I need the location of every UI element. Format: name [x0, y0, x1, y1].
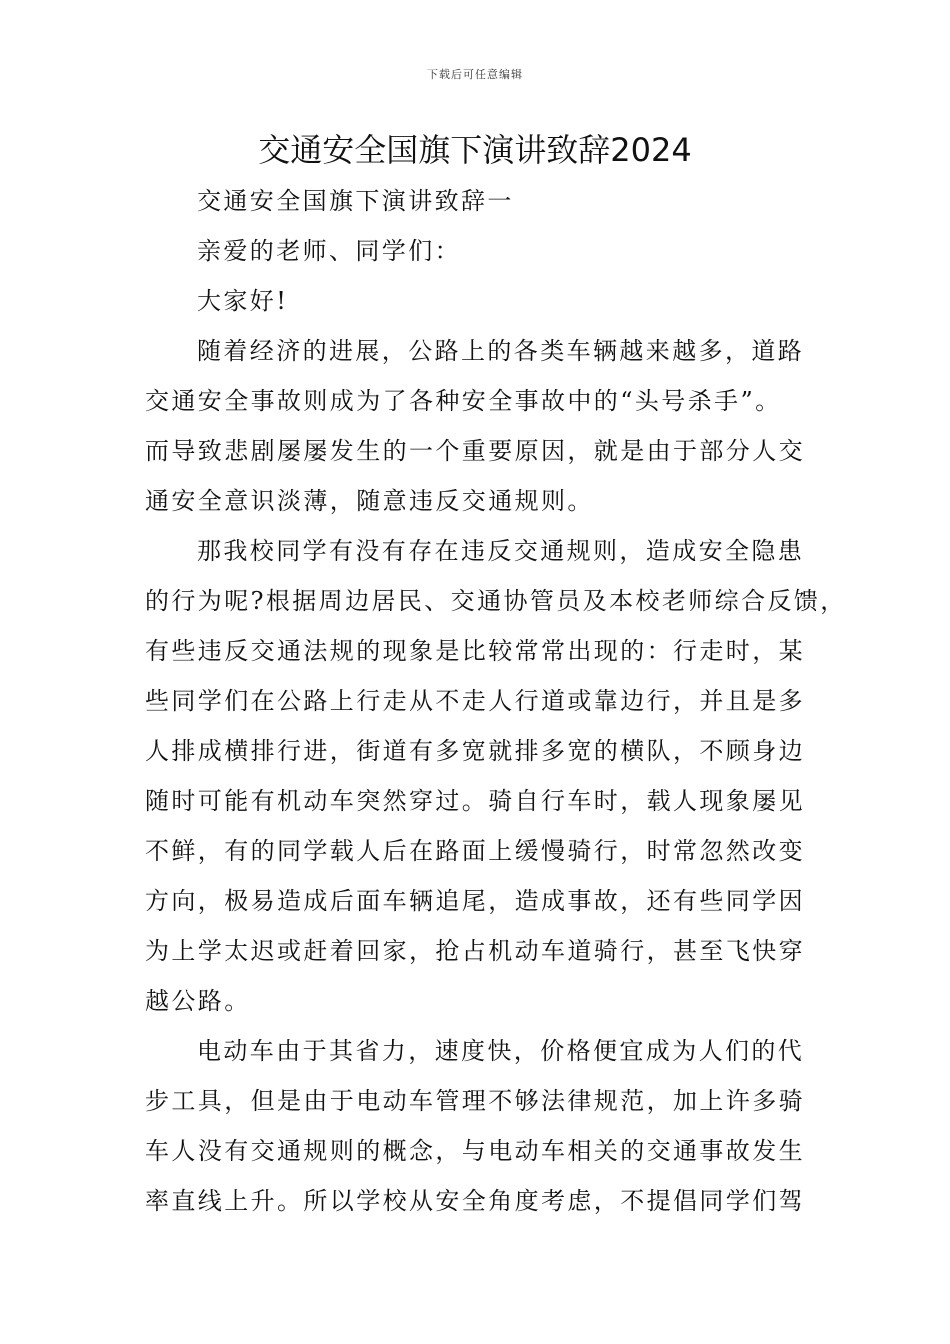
header-note: 下载后可任意编辑 — [427, 68, 523, 81]
body-line: 方向，极易造成后面车辆追尾，造成事故，还有些同学因 — [145, 887, 805, 915]
body-line: 随时可能有机动车突然穿过。骑自行车时，载人现象屡见 — [145, 787, 805, 815]
body-line: 为上学太迟或赶着回家，抢占机动车道骑行，甚至飞快穿 — [145, 937, 805, 965]
body-line: 而导致悲剧屡屡发生的一个重要原因，就是由于部分人交 — [145, 437, 805, 465]
body-line: 越公路。 — [145, 987, 251, 1015]
body-line: 电动车由于其省力，速度快，价格便宜成为人们的代 — [197, 1037, 805, 1065]
document-title: 交通安全国旗下演讲致辞2024 — [258, 131, 692, 169]
body-line: 的行为呢?根据周边居民、交通协管员及本校老师综合反馈， — [145, 587, 847, 615]
body-line: 大家好! — [197, 287, 289, 315]
body-line: 交通安全事故则成为了各种安全事故中的“头号杀手”。 — [145, 387, 782, 415]
body-line: 些同学们在公路上行走从不走人行道或靠边行，并且是多 — [145, 687, 805, 715]
body-line: 交通安全国旗下演讲致辞一 — [197, 187, 514, 215]
body-line: 随着经济的进展，公路上的各类车辆越来越多，道路 — [197, 337, 805, 365]
body-line: 不鲜，有的同学载人后在路面上缓慢骑行，时常忽然改变 — [145, 837, 805, 865]
body-line: 步工具，但是由于电动车管理不够法律规范，加上许多骑 — [145, 1087, 805, 1115]
body-line: 通安全意识淡薄，随意违反交通规则。 — [145, 487, 594, 515]
document-body — [145, 176, 847, 1226]
body-line: 车人没有交通规则的概念，与电动车相关的交通事故发生 — [145, 1137, 805, 1165]
body-line: 那我校同学有没有存在违反交通规则，造成安全隐患 — [197, 537, 805, 565]
body-line: 有些违反交通法规的现象是比较常常出现的：行走时，某 — [145, 637, 805, 665]
body-line: 率直线上升。所以学校从安全角度考虑，不提倡同学们驾 — [145, 1187, 805, 1215]
body-line: 人排成横排行进，街道有多宽就排多宽的横队，不顾身边 — [145, 737, 805, 765]
body-line: 亲爱的老师、同学们： — [197, 237, 461, 265]
